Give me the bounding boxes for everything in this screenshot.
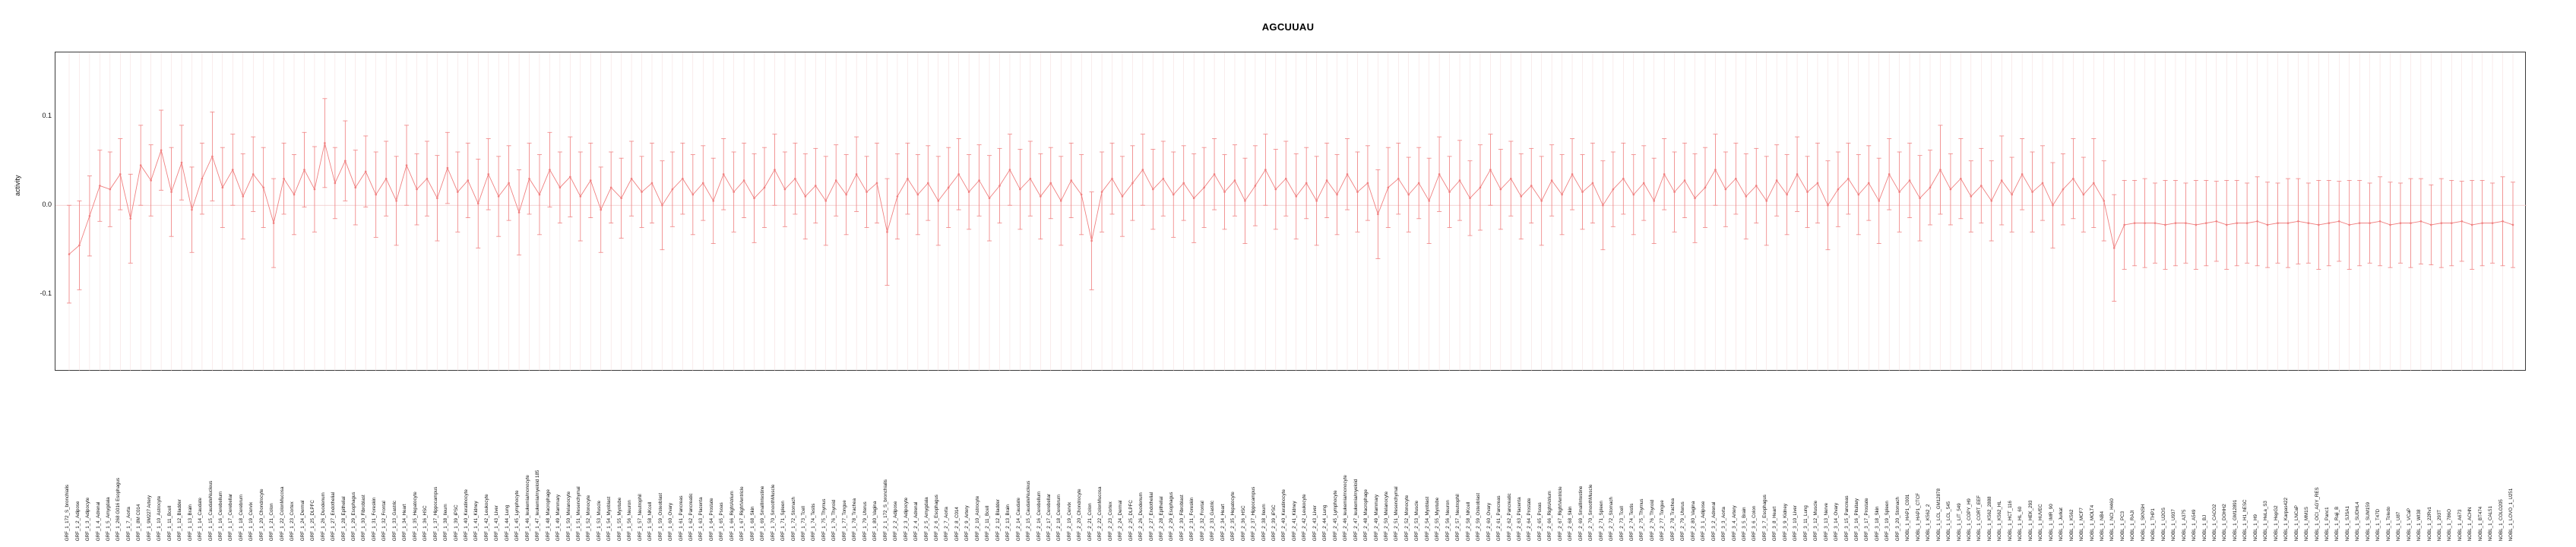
x-axis-tick-label: GRF_3_19_Spleen — [1885, 501, 1891, 541]
x-axis-tick-label: GRF_1_71_Spleen — [780, 501, 786, 541]
plot-svg-container — [55, 52, 2527, 372]
x-axis-tick-label: GRF_1_41_Kidney — [473, 501, 479, 541]
x-axis-tick-label: GRF_3_14_Ovary — [1833, 502, 1839, 541]
x-axis-tick-label: GRF_2_29_Esophagus — [1169, 492, 1175, 541]
x-axis-tick-label: GRF_3_9_Kidney — [1782, 503, 1788, 541]
x-axis-tick-label: GRF_2_50_Melanocyte — [1383, 491, 1389, 541]
x-axis-tick-label: NOBL_1_CACO2 — [2211, 504, 2217, 541]
x-axis-tick-label: GRF_1_40_Keratinocyte — [463, 489, 469, 541]
x-axis-tick-label: GRF_2_34_Heart — [1220, 504, 1226, 541]
x-axis-tick-label: GRF_2_74_Testis — [1628, 503, 1635, 541]
x-axis-tick-label: NOBL_1_BT474 — [2477, 506, 2483, 541]
x-axis-tick-label: GRF_2_39_iPSC — [1271, 504, 1277, 541]
x-axis-tick-label: GRF_2_53_Muscle — [1414, 500, 1420, 541]
x-axis-tick-label: GRF_1_67_RightVentricle — [739, 486, 745, 541]
x-axis-tick-label: GRF_1_4_Adrenal — [95, 501, 101, 541]
x-axis-tick-label: GRF_1_74_Testis — [811, 503, 817, 541]
x-axis-tick-label: GRF_2_30_Fibroblast — [1179, 495, 1185, 541]
x-axis-tick-label: GRF_2_41_Kidney — [1291, 501, 1297, 541]
x-axis-tick-label: GRF_2_65_Psoas — [1536, 502, 1543, 541]
x-axis-tick-label: GRF_1_46_leukemia/monocyte — [524, 474, 530, 541]
x-axis-tick-label: GRF_2_11_Bcell — [985, 505, 991, 541]
x-axis-tick-label: NOBL_1_SKNSH — [2140, 504, 2146, 541]
y-axis-label: activity — [14, 175, 21, 196]
x-axis-tick-label: NOBL_1_U2OS — [2160, 507, 2166, 541]
x-axis-tick-label: GRF_3_1_Adipose — [1700, 501, 1706, 541]
x-axis-tick-label: GRF_1_77_Tongue — [841, 499, 847, 541]
x-axis-tick-label: GRF_2_18_Cerebrum — [1056, 494, 1062, 541]
x-axis-tick-label: NOBL_1_HepG2 — [2273, 505, 2279, 541]
x-axis-tick-label: GRF_2_56_Neuron — [1445, 499, 1451, 541]
x-axis-tick-label: GRF_2_21_Colon — [1087, 503, 1093, 541]
x-axis-tick-label: NOBL_1_WI38 — [2416, 509, 2422, 541]
x-axis-tick-label: NOBL_1_OCI_AGY_RES — [2314, 487, 2320, 541]
x-axis-tick-label: NOBL_1_A549 — [2191, 509, 2197, 541]
x-axis-tick-label: GRF_2_67_RightVentricle — [1557, 486, 1563, 541]
x-axis-tick-label: GRF_1_45_Lymphocyte — [514, 490, 521, 541]
x-axis-tick-label: GRF_1_50_Melanocyte — [565, 491, 571, 541]
x-axis-tick-label: GRF_1_34_Heart — [402, 504, 408, 541]
x-axis-tick-label: NOBL_1_U937 — [2170, 509, 2176, 541]
x-axis-tick-label: NOBL_1_A673 — [2457, 509, 2463, 541]
x-axis-tick-label: GRF_3_7_Esophagus — [1761, 494, 1767, 541]
x-axis-tick-label: NOBL_1_U87 — [2395, 511, 2401, 541]
x-axis-tick-label: GRF_2_66_RightAtrium — [1547, 490, 1553, 541]
x-axis-tick-label: GRF_2_47_leukemia/myeloid — [1353, 479, 1359, 541]
x-axis-tick-label: GRF_1_66_RightAtrium — [729, 490, 735, 541]
x-axis-tick-label: GRF_2_38_Ileum — [1261, 504, 1267, 541]
x-axis-tick-label: GRF_1_27_Endothelial — [330, 492, 336, 541]
x-axis-tick-label: NOBL_1_SUM159 — [2365, 501, 2371, 541]
x-axis-tick-label: NOBL_1_HCT_116 — [2007, 500, 2013, 541]
x-axis-tick-label: GRF_2_35_Hepatocyte — [1229, 491, 1236, 541]
x-axis-tick-label: GRF_3_2_Adrenal — [1710, 501, 1717, 541]
x-axis-tick-label: NOBL_1_CORT_EEF — [1976, 495, 1983, 541]
x-axis-tick-label: NOBL_1_Raji_B — [2334, 506, 2340, 541]
x-axis-tick-label: GRF_2_63_Placenta — [1516, 497, 1522, 541]
x-axis-tick-label: NOBL_1_293T — [2436, 509, 2442, 541]
x-axis-tick-label: NOBL_1_SJSA1 — [2344, 505, 2350, 541]
x-axis-tick-label: GRF_1_5_Amygdala — [105, 497, 111, 541]
x-axis-tick-label: NOBL_1_K562 — [2068, 509, 2074, 541]
x-axis-tick-label: NOBL_1_LNCaP — [2293, 504, 2299, 541]
x-axis-tick-label: GRF_2_69_SmallIntestine — [1578, 485, 1584, 541]
x-axis-tick-label: GRF_1_75_Thymus — [821, 498, 827, 541]
x-axis-tick-label: GRF_1_47_leukemia/myeloid 185 — [534, 470, 540, 541]
x-axis-tick-label: GRF_1_60_Ovary — [667, 502, 673, 541]
x-axis-tick-label: GRF_2_8_C014 — [954, 506, 960, 541]
x-axis-tick-label: NOBL_1_HAP1_C001 — [1905, 494, 1911, 541]
x-axis-tick-label: GRF_1_24_Dermal — [299, 500, 305, 541]
x-axis-tick-label: NOBL_1_HL_60 — [2017, 506, 2024, 541]
x-axis-tick-label: GRF_1_28_Epithelial — [340, 496, 347, 541]
x-axis-tick-label: GRF_2_79_Uterus — [1680, 501, 1686, 541]
x-axis-tick-label: GRF_2_42_Leukocyte — [1302, 494, 1308, 541]
x-axis-tick-label: GRF_2_51_Mesenchymal — [1394, 486, 1400, 541]
x-axis-tick-label: GRF_1_78_Trachea — [852, 498, 858, 541]
x-axis-tick-label: GRF_2_54_Myoblast — [1424, 496, 1430, 541]
x-axis-tick-label: GRF_2_32_Frontal — [1199, 501, 1205, 541]
x-axis-tick-label: GRF_2_23_Cortex — [1107, 501, 1113, 541]
x-axis-tick-label: NOBL_1_NB4 — [2099, 511, 2105, 541]
x-axis-tick-label: GRF_1_37_Hippocampus — [432, 486, 438, 541]
x-axis-tick-label: GRF_1_10_Astrocyte — [157, 495, 163, 541]
x-axis-tick-label: NOBL_1_HeLa_S3 — [2263, 501, 2269, 541]
x-axis-tick-label: GRF_2_12_Bladder — [995, 498, 1001, 541]
x-axis-tick-label: GRF_2_62_Pancreatic — [1506, 493, 1512, 541]
x-axis-tick-label: GRF_1_70_SmoothMuscle — [770, 484, 776, 541]
x-axis-tick-label: NOBL_1_COLO205 — [2498, 498, 2504, 541]
x-axis-tick-label: NOBL_1_THP1 — [2150, 508, 2157, 541]
x-axis-tick-label: NOBL_1_Toledo — [2385, 506, 2391, 541]
x-axis-tick-label: GRF_1_268 G016 Esophagus — [116, 477, 122, 541]
x-axis-tick-label: GRF_1_12_Bladder — [177, 498, 182, 541]
x-axis-tick-label: GRF_1_69_SmallIntestine — [760, 485, 765, 541]
x-axis-tick-label: GRF_3_3_Aorta — [1720, 506, 1726, 541]
x-axis-tick-label: GRF_2_20_Chondrocyte — [1077, 489, 1083, 541]
x-axis-tick-label: GRF_1_26_Duodenum — [320, 492, 326, 541]
x-axis-tick-label: GRF_1_62_Pancreatic — [688, 493, 694, 541]
x-axis-tick-label: GRF_1_58_NKcell — [647, 501, 653, 541]
x-axis-tick-label: GRF_1_13_Brain — [187, 504, 193, 541]
x-axis-tick-label: NOBL_1_HAP1_CTCF — [1915, 492, 1921, 541]
x-axis-tick-label: GRF_1_17_Cerebellar — [228, 493, 234, 541]
x-axis-tick-label: NOBL_1_Karpas422 — [2283, 497, 2289, 541]
x-axis-tick-label: GRF_3_20_Stomach — [1894, 496, 1900, 541]
x-axis-tick-label: GRF_1_20_Chondrocyte — [258, 489, 264, 541]
x-axis-tick-label: GRF_1_61_Pancreas — [678, 495, 684, 541]
x-axis-tick-label: GRF_1_39_iPSC — [453, 504, 459, 541]
x-axis-tick-label: GRF_2_49_Mammary — [1373, 494, 1379, 541]
x-axis-tick-label: GRF_2_6_Esophagus — [933, 494, 939, 541]
x-axis-tick-label: NOBL_1_HEK_293 — [2027, 500, 2033, 541]
chart-title: AGCUUAU — [1261, 21, 1315, 33]
x-axis-tick-label: NOBL_1_K562_2 — [1926, 504, 1931, 541]
x-axis-tick-label: GRF_1_2_Adipose — [74, 501, 81, 541]
x-axis-tick-label: NOBL_1_MM1S — [2303, 506, 2309, 541]
x-axis-tick-label: NOBL_1_Panc1 — [2324, 507, 2330, 541]
x-axis-tick-label: GRF_1_76_Thyroid — [831, 499, 837, 541]
x-axis-tick-label: NOBL_1_GM12891 — [2232, 499, 2238, 541]
x-axis-tick-label: GRF_1_29_Esophagus — [350, 492, 356, 541]
x-axis-tick-label: GRF_3_17_Prostate — [1864, 498, 1870, 541]
x-axis-tick-label: GRF_2_7_Aorta — [944, 506, 950, 541]
x-axis-tick-label: GRF_2_33_Gastric — [1210, 500, 1216, 541]
x-axis-tick-label: NOBL_1_PC3 — [2119, 511, 2125, 541]
x-axis-tick-label: NOBL_1_A375 — [2181, 509, 2187, 541]
x-axis-tick-label: GRF_2_58_NKcell — [1465, 501, 1471, 541]
x-axis-tick-label: GRF_1_51_Mesenchymal — [575, 486, 581, 541]
x-axis-tick-label: GRF_2_24_Dermal — [1117, 500, 1123, 541]
x-axis-tick-label: GRF_1_11_Bcell — [166, 505, 172, 541]
x-axis-tick-label: GRF_1_31_Foreskin — [371, 497, 377, 541]
x-axis-tick-label: GRF_1_21_Colon — [269, 503, 275, 541]
x-axis-tick-label: GRF_1_68_Skin — [749, 506, 755, 541]
x-axis-tick-label: GRF_3_18_Skin — [1874, 506, 1880, 541]
x-axis-tick-label: NOBL_1_CAL51 — [2488, 505, 2494, 541]
x-axis-tick-label: GRF_2_78_Trachea — [1669, 498, 1676, 541]
x-axis-tick-label: NOBL_1_DOHH2 — [2222, 504, 2228, 541]
x-axis-tick-label: NOBL_1_IMR_90 — [2048, 504, 2054, 541]
x-axis-tick-label: GRF_2_37_Hippocampus — [1250, 486, 1256, 541]
x-axis-tick-label: NOBL_1_RAJI — [2130, 510, 2136, 541]
x-axis-tick-label: GRF_2_70_SmoothMuscle — [1587, 484, 1593, 541]
x-axis-tick-label: GRF_2_72_Stomach — [1608, 496, 1614, 541]
x-axis-tick-label: GRF_2_10_Astrocyte — [974, 495, 980, 541]
x-axis-tick-label: GRF_2_5_Amygdala — [923, 497, 929, 541]
x-axis-tick-label: NOBL_1_NCI_H460 — [2109, 498, 2116, 541]
x-axis-tick-label: GRF_1_43_Liver — [494, 504, 500, 541]
x-axis-tick-label: GRF_2_36_HSC — [1240, 505, 1246, 541]
x-axis-tick-label: GRF_1_18_Cerebrum — [238, 494, 244, 541]
x-axis-tick-label: GRF_1_14_Caudate — [197, 497, 203, 541]
x-axis-tick-label: GRF_1_16_Cerebellum — [217, 491, 223, 541]
x-axis-tick-label: GRF_2_14_Caudate — [1015, 497, 1021, 541]
y-axis-tick-label: -0.1 — [40, 289, 52, 298]
x-axis-tick-label: NOBL_1_LOVO_1_U251 — [2508, 488, 2514, 541]
x-axis-tick-label: GRF_2_22_ColonMucosa — [1097, 486, 1103, 541]
x-axis-tick-label: GRF_2_43_Liver — [1312, 504, 1318, 541]
x-axis-tick-label: GRF_2_55_Myotube — [1435, 497, 1441, 541]
x-axis-tick-label: GRF_2_25_DLPFC — [1128, 500, 1134, 541]
x-axis-tick-label: GRF_1_23_Cortex — [290, 501, 296, 541]
x-axis-tick-label: GRF_2_17_Cerebellar — [1046, 493, 1052, 541]
x-axis-tick-label: GRF_2_77_Tongue — [1660, 499, 1666, 541]
x-axis-tick-label: GRF_2_26_Duodenum — [1138, 492, 1144, 541]
y-axis — [15, 52, 52, 371]
x-axis-tick-label: GRF_3_4_Artery — [1731, 505, 1737, 541]
x-axis-tick-label: GRF_1_44_Lung — [504, 504, 510, 541]
x-axis-tick-label: GRF_1_33_Gastric — [391, 500, 397, 541]
x-axis-tick-label: GRF_1_56_Neuron — [627, 499, 633, 541]
x-axis-tick-label: NOBL_1_LCL_545 — [1945, 501, 1951, 541]
x-axis-tick-label: GRF_2_2_Adipose — [892, 501, 898, 541]
x-axis-tick-label: GRF_1_59_Osteoblast — [657, 492, 663, 541]
x-axis-tick-label: GRF_1_80_Vagina — [872, 501, 878, 541]
x-axis-tick-label: NOBL_1_MCF7 — [2078, 507, 2084, 541]
x-axis-tick-label: GRF_2_19_Cervix — [1066, 501, 1072, 541]
x-axis-tick-label: GRF_2_52_Monocyte — [1404, 495, 1410, 541]
x-axis-tick-label: GRF_1_65_Psoas — [719, 502, 725, 541]
x-axis-tick-label: NOBL_1_Jurkat — [2058, 507, 2064, 541]
x-axis-tick-label: GRF_2_48_Macrophage — [1362, 489, 1369, 541]
x-axis-tick-label: GRF_1_38_Ileum — [442, 504, 448, 541]
x-axis-tick-label: GRF_2_76_Thyroid — [1649, 499, 1655, 541]
x-axis-tick-label: GRF_1_52_Monocyte — [586, 495, 592, 541]
x-axis-tick-label: NOBL_1_ACHN — [2467, 507, 2473, 541]
x-axis-tick-label: NOBL_1_LCL_GM12878 — [1935, 488, 1941, 541]
x-axis-tick-label: NOBL_1_K562_2888 — [1986, 496, 1992, 541]
x-axis-tick-label: GRF_3_16_Pituitary — [1853, 498, 1859, 541]
x-axis-tick-label: GRF_2_80_Vagina — [1690, 501, 1696, 541]
x-axis-tick-label: NOBL_1_K562_HL — [1997, 501, 2003, 541]
x-axis-tick-label: NOBL_1_LIT_549 — [1956, 503, 1962, 541]
x-axis-tick-label: GRF_1_55_Myotube — [616, 497, 622, 541]
x-axis-tick-label: GRF_1_79_Uterus — [862, 501, 868, 541]
x-axis-tick-label: GRF_2_75_Thymus — [1639, 498, 1645, 541]
x-axis-tick-label: GRF_2_68_Skin — [1568, 506, 1574, 541]
x-axis-tick-label: GRF_2_31_Foreskin — [1189, 497, 1195, 541]
x-axis-tick-label: GRF_1_30_Fibroblast — [361, 495, 367, 541]
x-axis-tick-label: NOBL_1_COPY_H9 — [1966, 498, 1972, 541]
x-axis-tick-label: GRF_3_8_Heart — [1772, 506, 1778, 541]
x-axis-tick-label: GRF_2_46_leukemia/monocyte — [1343, 474, 1348, 541]
x-axis-tick-label: GRF_1_172_S_bronchialis — [64, 484, 70, 541]
x-axis-tick-label: GRF_2_9_Artery — [964, 505, 970, 541]
x-axis-tick-label: GRF_3_13_Nerve — [1823, 502, 1829, 541]
x-axis-tick-label: GRF_1_64_Prostate — [708, 498, 714, 541]
x-axis-tick-label: GRF_1_48_Macrophage — [545, 489, 551, 541]
x-axis-tick-label: GRF_2_27_Endothelial — [1148, 492, 1154, 541]
x-axis-tick-label: NOBL_1_786O — [2447, 508, 2453, 541]
x-axis-tick-label: GRF_1_42_Leukocyte — [483, 494, 489, 541]
x-axis-tick-label: GRF_1_53_Muscle — [596, 500, 602, 541]
x-axis-tick-label: GRF_3_6_Colon — [1752, 505, 1758, 541]
x-axis-tick-label: GRF_1_57_Neutrophil — [637, 494, 643, 541]
plot-area — [55, 52, 2526, 371]
x-axis-tick-label: GRF_2_61_Pancreas — [1495, 495, 1502, 541]
x-axis-tick-label: GRF_2_44_Lung — [1322, 504, 1328, 541]
x-axis-tick-label: NOBL_1_H9 — [2252, 514, 2258, 541]
x-axis-tick-label: GRF_2_4_Adrenal — [913, 501, 919, 541]
x-axis-tick-label: GRF_1_49_Mammary — [555, 494, 561, 541]
y-axis-tick-label: 0.1 — [42, 112, 52, 120]
x-axis-tick-label: NOBL_1_VCaP — [2406, 507, 2412, 541]
x-axis-tick-label: GRF_1_63_Placenta — [698, 497, 704, 541]
x-axis-tick-label: GRF_2_28_Epithelial — [1158, 496, 1164, 541]
y-axis-tick-label: 0.0 — [42, 201, 52, 209]
x-axis-tick-label: GRF_1_35_Hepatocyte — [412, 491, 418, 541]
x-axis-tick-label: GRF_3_10_Liver — [1793, 504, 1799, 541]
x-axis-tick-label: GRF_1_36_HSC — [422, 505, 428, 541]
x-axis-tick-label: GRF_1_73_Tcell — [800, 505, 806, 541]
x-axis-tick-label: GRF_1_7_Aorta — [125, 506, 131, 541]
x-axis-tick-label: GRF_2_73_Tcell — [1619, 505, 1625, 541]
x-axis-tick-label: GRF_2_60_Ovary — [1486, 502, 1492, 541]
scatter-errorbar-plot — [55, 52, 2527, 372]
x-axis-tick-label: GRF_3_5_Brain — [1741, 507, 1747, 541]
x-axis-tick-label: GRF_2_71_Spleen — [1598, 501, 1604, 541]
x-axis-tick-label: GRF_3_12_Muscle — [1812, 500, 1818, 541]
x-axis-tick-label: GRF_3_11_Lung — [1802, 504, 1809, 541]
x-axis-tick-label: GRF_1_32_Frontal — [381, 501, 388, 541]
x-axis-tick-label: GRF_1_54_Myoblast — [606, 496, 612, 541]
x-axis-tick-label: GRF_2_45_Lymphocyte — [1332, 490, 1338, 541]
x-axis-tick-label: GRF_2_40_Keratinocyte — [1281, 489, 1287, 541]
x-axis-tick-label: GRF_2_3_Adipocyte — [903, 497, 909, 541]
x-axis-tick-label: GRF_2_16_Cerebellum — [1036, 491, 1042, 541]
x-axis-tick-label: GRF_1_72_Stomach — [790, 496, 796, 541]
x-axis-tick-label: GRF_2_15_CaudateNucleus — [1025, 480, 1031, 541]
x-axis-tick-label: NOBL_1_MOLT4 — [2089, 504, 2095, 541]
x-axis-tick-label: NOBL_1_T47D — [2375, 508, 2381, 541]
x-axis-tick-label: GRF_1_22_ColonMucosa — [279, 486, 285, 541]
x-axis-tick-label: NOBL_1_SUDHL4 — [2355, 501, 2361, 541]
x-axis-tick-labels — [55, 374, 2526, 541]
x-axis-tick-label: GRF_1_19_Cervix — [248, 501, 255, 541]
x-axis-tick-label: GRF_2_64_Prostate — [1527, 498, 1533, 541]
x-axis-tick-label: NOBL_1_22Rv1 — [2426, 506, 2432, 541]
x-axis-tick-label: GRF_1_25_DLPFC — [309, 500, 315, 541]
x-axis-tick-label: NOBL_1_BJ — [2201, 514, 2207, 541]
x-axis-tick-label: GRF_3_15_Pancreas — [1843, 495, 1850, 541]
x-axis-tick-label: GRF_1_15_CaudateNucleus — [207, 480, 214, 541]
x-axis-tick-label: GRF_2_1_172_S_bronchialis — [882, 479, 888, 541]
x-axis-tick-label: GRF_2_59_Osteoblast — [1475, 492, 1481, 541]
x-axis-tick-label: GRF_1_3_Adipocyte — [84, 497, 90, 541]
x-axis-tick-label: GRF_2_57_Neutrophil — [1455, 494, 1461, 541]
x-axis-tick-label: NOBL_1_H1_hESC — [2242, 499, 2248, 541]
x-axis-tick-label: GRF_1_8M C014 — [136, 504, 142, 541]
x-axis-tick-label: NOBL_1_HUVEC — [2038, 504, 2044, 541]
x-axis-tick-label: GRF_1_9M227 Artery — [146, 495, 152, 541]
x-axis-tick-label: GRF_2_13_Brain — [1005, 504, 1011, 541]
